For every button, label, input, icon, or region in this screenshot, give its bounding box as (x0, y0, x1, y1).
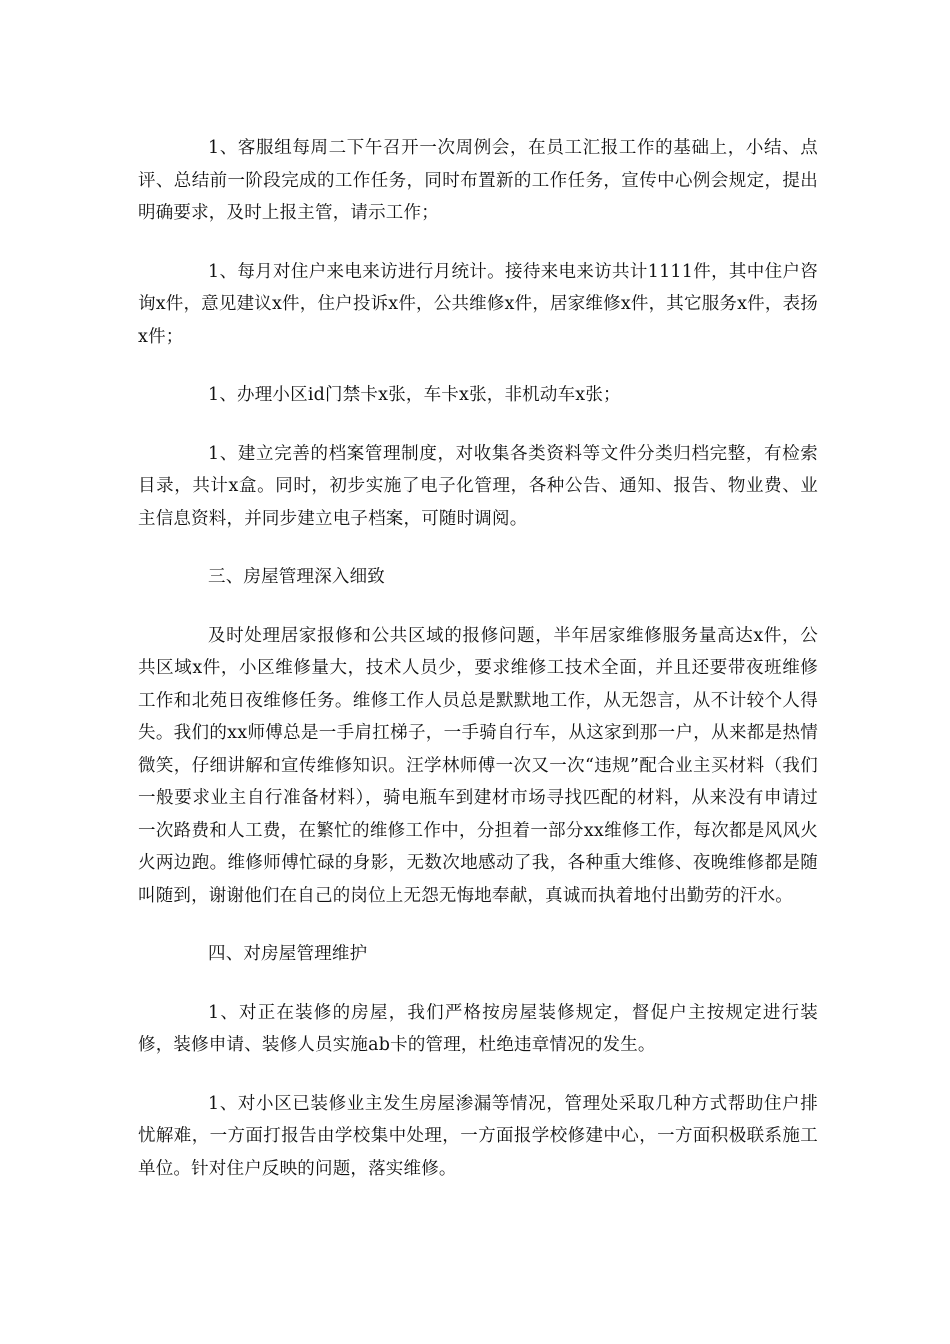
paragraph-weekly-meeting: 1、客服组每周二下午召开一次周例会，在员工汇报工作的基础上，小结、点评、总结前一阶段完成的工作任务，同时布置新的工作任务，宣传中心例会规定，提出明确要求，及时上报主管，请示工作； (138, 138, 818, 223)
paragraph-repair-work: 及时处理居家报修和公共区域的报修问题，半年居家维修服务量高达x件，公共区域x件，小区维修量大，技术人员少，要求维修工技术全面，并且还要带夜班维修工作和北苑日夜维修任务。维修工作人员总是默默地工作，从无怨言，从不计较个人得失。我们的xx师傅总是一手肩扛梯子，一手骑自行车，从这家到那一户，从来都是热情微笑，仔细讲解和宣传维修知识。汪学林师傅一次又一次“违规”配合业主买材料（我们一般要求业主自行准备材料），骑电瓶车到建材市场寻找匹配的材料，从来没有申请过一次路费和人工费，在繁忙的维修工作中，分担着一部分xx维修工作，每次都是风风火火两边跑。维修师傅忙碌的身影，无数次地感动了我，各种重大维修、夜晚维修都是随叫随到，谢谢他们在自己的岗位上无怨无悔地奉献，真诚而执着地付出勤劳的汗水。 (138, 625, 818, 906)
section-heading-housing-management: 三、房屋管理深入细致 (208, 567, 385, 587)
paragraph-monthly-statistics: 1、每月对住户来电来访进行月统计。接待来电来访共计1111件，其中住户咨询x件，意见建议x件，住户投诉x件，公共维修x件，居家维修x件，其它服务x件，表扬x件； (138, 261, 818, 347)
paragraph-renovation-rules: 1、对正在装修的房屋，我们严格按房屋装修规定，督促户主按规定进行装修，装修申请、装修人员实施ab卡的管理，杜绝违章情况的发生。 (138, 1002, 818, 1055)
paragraph-access-cards: 1、办理小区id门禁卡x张，车卡x张，非机动车x张； (208, 385, 621, 405)
paragraph-leakage-handling: 1、对小区已装修业主发生房屋渗漏等情况，管理处采取几种方式帮助住户排忧解难，一方面打报告由学校集中处理，一方面报学校修建中心，一方面积极联系施工单位。针对住户反映的问题，落实维修。 (138, 1093, 818, 1179)
section-heading-housing-maintenance: 四、对房屋管理维护 (208, 944, 368, 964)
document-body (138, 132, 818, 1211)
paragraph-archive-management: 1、建立完善的档案管理制度，对收集各类资料等文件分类归档完整，有检索目录，共计x盒。同时，初步实施了电子化管理，各种公告、通知、报告、物业费、业主信息资料，并同步建立电子档案，可随时调阅。 (138, 443, 818, 529)
